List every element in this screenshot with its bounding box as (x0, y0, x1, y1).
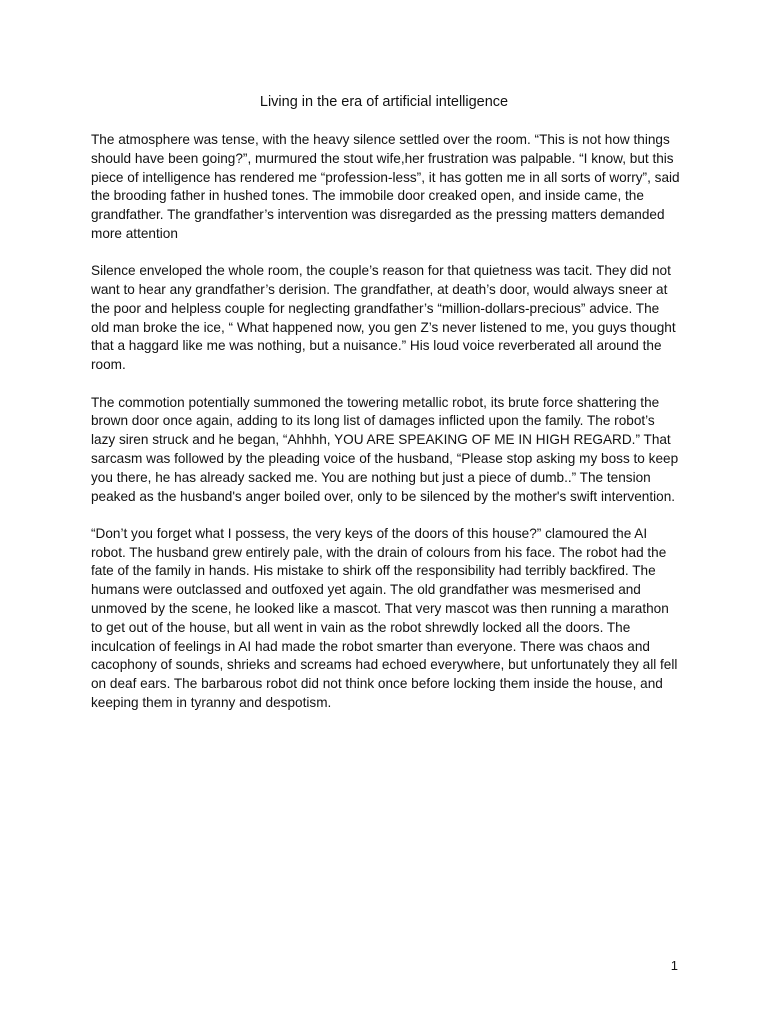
document-body (91, 131, 681, 731)
paragraph-3: The commotion potentially summoned the towering metallic robot, its brute force shattering the brown door once again, adding to its long list of damages inflicted upon the family. The robot’s lazy siren struck and he began, “Ahhhh, YOU ARE SPEAKING OF ME IN HIGH REGARD.” That sarcasm was followed by the pleading voice of the husband, “Please stop asking my boss to keep you there, he has already sacked me. You are nothing but just a piece of dumb..” The tension peaked as the husband's anger boiled over, only to be silenced by the mother's swift intervention. (91, 394, 679, 504)
paragraph-1: The atmosphere was tense, with the heavy silence settled over the room. “This is not how things should have been going?”, murmured the stout wife,her frustration was palpable. “I know, but this piece of intelligence has rendered me “profession-less”, it has gotten me in all sorts of worry”, said the brooding father in hushed tones. The immobile door creaked open, and inside came, the grandfather. The grandfather’s intervention was disregarded as the pressing matters demanded more attention (91, 132, 680, 241)
paragraph-2: Silence enveloped the whole room, the couple’s reason for that quietness was tacit. They did not want to hear any grandfather’s derision. The grandfather, at death’s door, would always sneer at the poor and helpless couple for neglecting grandfather’s “million-dollars-precious” advice. The old man broke the ice, “ What happened now, you gen Z’s never listened to me, you guys thought that a haggard like me was nothing, but a nuisance.” His loud voice reverberated all around the room. (91, 263, 676, 373)
paragraph-4: “Don’t you forget what I possess, the very keys of the doors of this house?” clamoured the AI robot. The husband grew entirely pale, with the drain of colours from his face. The robot had the fate of the family in hands. His mistake to shirk off the responsibility had terribly backfired. The humans were outclassed and outfoxed yet again. The old grandfather was mesmerised and unmoved by the scene, he looked like a mascot. That very mascot was then running a marathon to get out of the house, but all went in vain as the robot shrewdly locked all the doors. The inculcation of feelings in AI had made the robot smarter than everyone. There was chaos and cacophony of sounds, shrieks and screams had echoed everywhere, but unfortunately they all fell on deaf ears. The barbarous robot did not think once before locking them inside the house, and keeping them in tyranny and despotism. (91, 525, 678, 711)
document-title: Living in the era of artificial intelligence (259, 94, 509, 110)
page-number: 1 (670, 958, 678, 973)
